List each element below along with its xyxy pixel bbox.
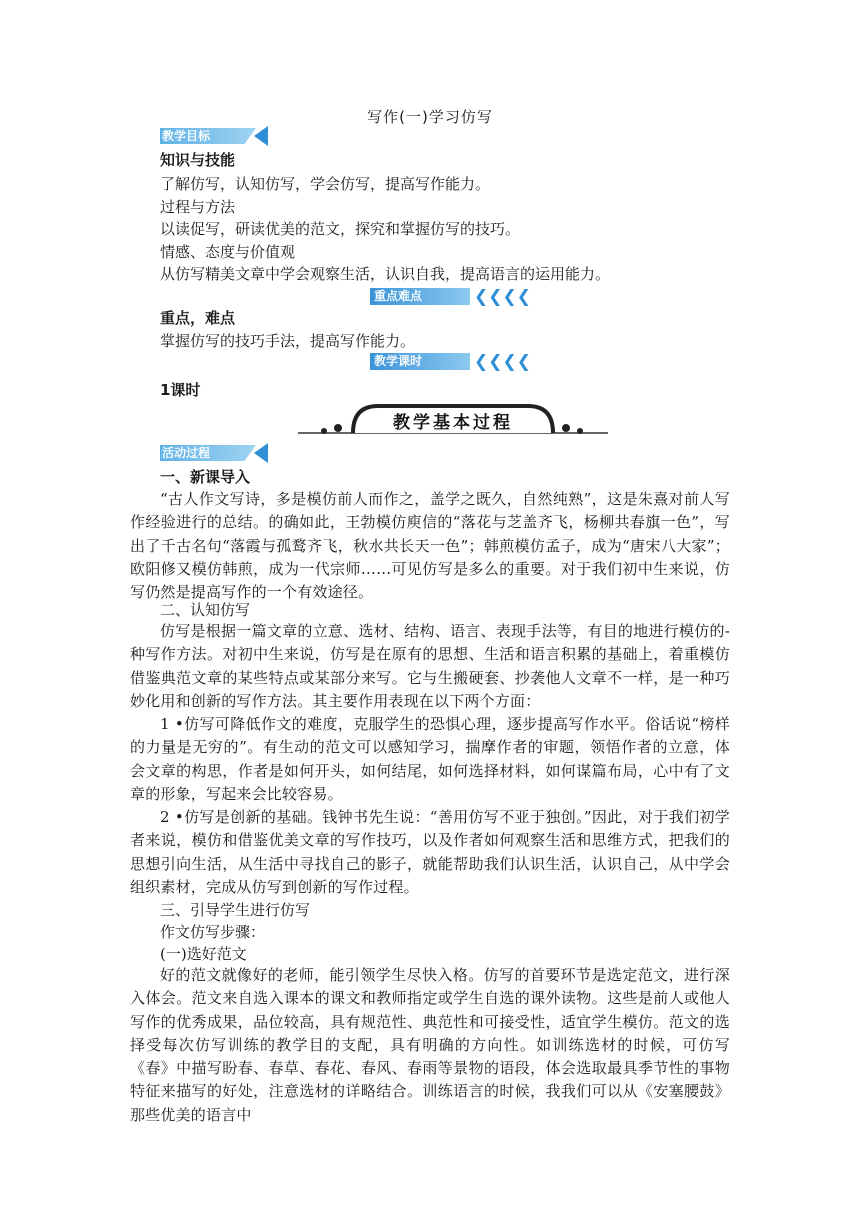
attitude-heading: 情感、态度与价值观 xyxy=(160,243,296,261)
key-points-banner-label: 重点难点 xyxy=(374,289,423,303)
definition-paragraph: 仿写是根据一篇文章的立意、选材、结构、语言、表现手法等，有目的地进行模仿的-种写作方法。对初中生来说，仿写是在原有的思想、生活和语言积累的基础上，着重模仿借鉴典范文章的某些特点或某部分来写。它与生搬硬套、抄袭他人文章不一样，是一种巧妙化用和创新的写作方法。其主要作用表现在以下两个方面： xyxy=(130,622,730,710)
class-hours-banner xyxy=(370,352,530,372)
class-hours-banner-label: 教学课时 xyxy=(374,354,423,368)
point1-paragraph: 1 •仿写可降低作文的难度，克服学生的恐惧心理，逐步提高写作水平。俗话说“榜样的力量是无穷的”。有生动的范文可以感知学习，揣摩作者的审题，领悟作者的立意，体会文章的构思，作者是如何开头，如何结尾，如何选择材料，如何谋篇布局，心中有了文章的形象，写起来会比较容易。 xyxy=(130,715,730,803)
objectives-banner xyxy=(160,126,268,146)
section1-title: 一、新课导入 xyxy=(160,468,251,486)
class-hours-text: 1课时 xyxy=(160,381,201,399)
point2-paragraph: 2 •仿写是创新的基础。钱钟书先生说：“善用仿写不亚于独创。”因此，对于我们初学者来说，模仿和借鉴优美文章的写作技巧，以及作者如何观察生活和思维方式，把我们的思想引向生活，从生活中寻找自己的影子，就能帮助我们认识生活，认识自己，从中学会组织素材，完成从仿写到创新的写作过程。 xyxy=(130,808,730,896)
step1-title: (一)选好范文 xyxy=(160,945,247,963)
step1-paragraph: 好的范文就像好的老师，能引领学生尽快入格。仿写的首要环节是选定范文，进行深入体会。范文来自选入课本的课文和教师指定或学生自选的课外读物。这些是前人或他人写作的优秀成果，品位较高，具有规范性、典范性和可接受性，适宜学生模仿。范文的选择受每次仿写训练的教学目的支配，具有明确的方向性。如训练选材的时候，可仿写《春》中描写盼春、春草、春花、春风、春雨等景物的语段，体会选取最具季节性的事物特征来描写的好处，注意选材的详略结合。训练语言的时候，我我们可以从《安塞腰鼓》那些优美的语言中 xyxy=(130,966,730,1124)
intro-paragraph: “古人作文写诗，多是模仿前人而作之，盖学之既久，自然纯熟”，这是朱熹对前人写作经验进行的总结。的确如此，王勃模仿庾信的“落花与芝盖齐飞，杨柳共春旗一色”，写出了千古名句“落霞与孤鹜齐飞，秋水共长天一色”；韩煎模仿孟子，成为“唐宋八大家”；欧阳修又模仿韩煎，成为一代宗师……可见仿写是多么的重要。对于我们初中生来说，仿写仍然是提高写作的一个有效途径。 xyxy=(130,490,730,602)
document-title: 写作(一)学习仿写 xyxy=(367,108,493,126)
chevron-left-icon: ❮❮❮❮ xyxy=(474,352,531,372)
knowledge-skills-text: 了解仿写，认知仿写，学会仿写，提高写作能力。 xyxy=(160,175,491,193)
key-points-heading: 重点，难点 xyxy=(160,309,236,327)
section2-title: 二、认知仿写 xyxy=(160,601,251,619)
process-banner-label: 教学基本过程 xyxy=(393,413,513,433)
objectives-banner-label: 教学目标 xyxy=(162,129,211,143)
process-method-heading: 过程与方法 xyxy=(160,198,236,216)
activity-banner-label: 活动过程 xyxy=(162,446,211,460)
process-banner xyxy=(298,400,608,440)
chevron-left-icon: ❮❮❮❮ xyxy=(474,287,531,307)
activity-banner xyxy=(160,443,268,463)
key-points-banner xyxy=(370,287,530,307)
knowledge-skills-heading: 知识与技能 xyxy=(160,151,236,169)
process-method-text: 以读促写，研读优美的范文，探究和掌握仿写的技巧。 xyxy=(160,220,521,238)
section3-title: 三、引导学生进行仿写 xyxy=(160,901,311,919)
attitude-text: 从仿写精美文章中学会观察生活，认识自我，提高语言的运用能力。 xyxy=(160,265,611,283)
key-points-text: 掌握仿写的技巧手法，提高写作能力。 xyxy=(160,332,416,350)
steps-title: 作文仿写步骤： xyxy=(160,923,266,941)
